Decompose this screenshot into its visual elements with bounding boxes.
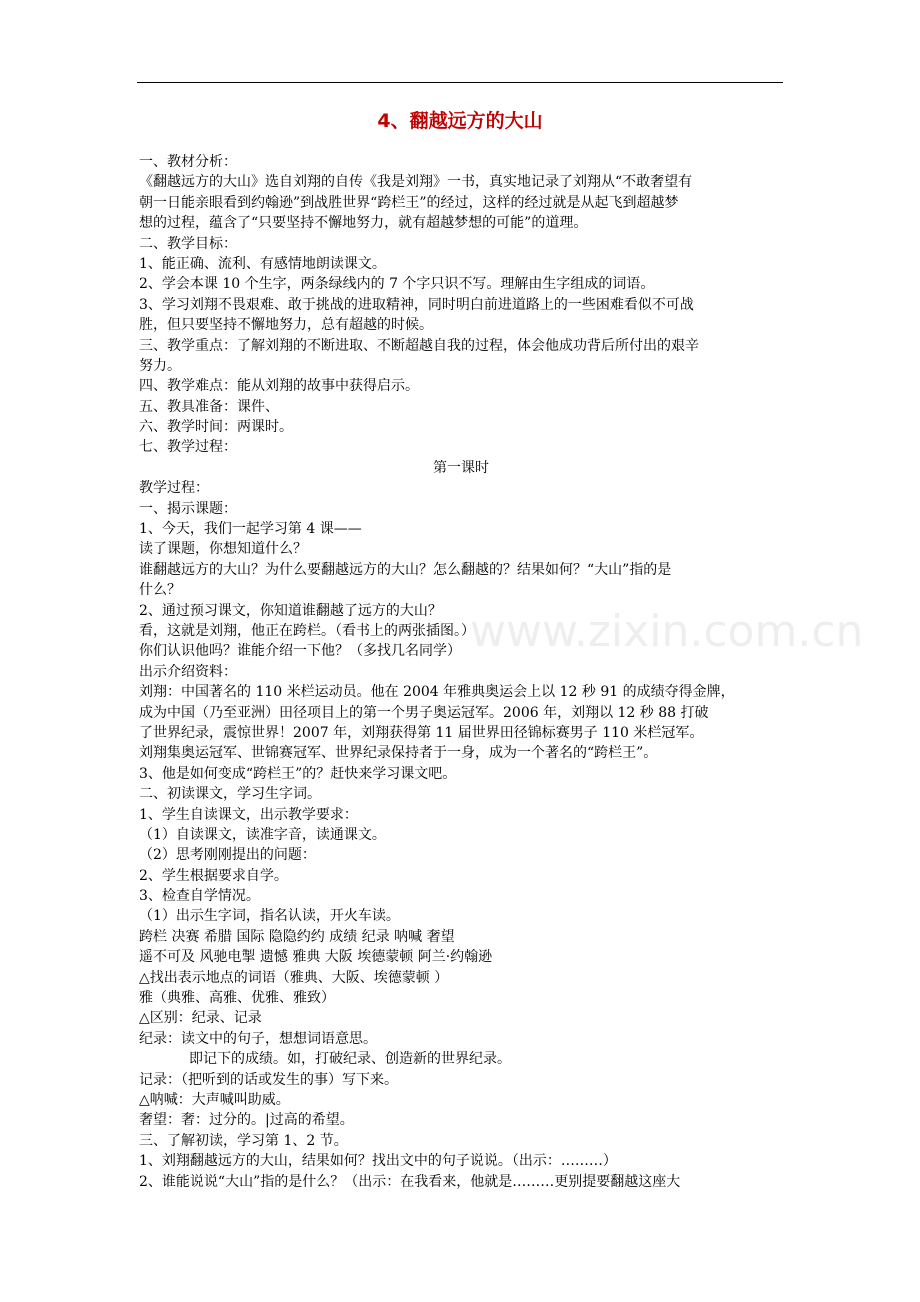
lesson-subtitle: 第一课时 — [433, 459, 489, 476]
text-line: 想的过程，蕴含了“只要坚持不懈地努力，就有超越梦想的可能”的道理。 — [139, 215, 588, 232]
text-line: 2、学生根据要求自学。 — [139, 867, 288, 884]
document-body — [139, 152, 783, 1192]
text-line: （2）思考刚刚提出的问题： — [139, 847, 316, 864]
text-line: 3、他是如何变成“跨栏王”的？赶快来学习课文吧。 — [139, 765, 457, 782]
text-line: （1）自读课文，读准字音，读通课文。 — [139, 826, 386, 843]
vocabulary-line: 遥不可及 风驰电掣 遗憾 雅典 大阪 埃德蒙顿 阿兰·约翰逊 — [139, 949, 493, 966]
text-line: 什么？ — [139, 582, 181, 599]
section-heading: 一、教材分析： — [139, 154, 237, 170]
text-line: 即记下的成绩。如，打破纪录、创造新的世界纪录。 — [189, 1051, 511, 1068]
text-line: 2、谁能说说“大山”指的是什么？（出示：在我看来，他就是………更别提要翻越这座大 — [139, 1173, 681, 1190]
section-heading: 二、初读课文，学习生字词。 — [139, 786, 321, 803]
header-rule — [137, 82, 783, 83]
section-heading: 五、教具准备：课件、 — [139, 398, 279, 415]
text-line: △区别：纪录、记录 — [139, 1010, 262, 1027]
text-line: 2、通过预习课文，你知道谁翻越了远方的大山？ — [139, 602, 442, 619]
text-line: 记录：（把听到的话或发生的事）写下来。 — [139, 1071, 398, 1088]
text-line: △找出表示地点的词语（雅典、大阪、埃德蒙顿 ） — [139, 969, 449, 986]
text-line: 1、能正确、流利、有感情地朗读课文。 — [139, 255, 386, 272]
section-heading: 六、教学时间：两课时。 — [139, 419, 293, 436]
document-title: 4、翻越远方的大山 — [377, 110, 543, 132]
text-line: （1）出示生字词，指名认读，开火车读。 — [139, 908, 400, 925]
watermark: www.zixin.com.cn — [470, 606, 864, 657]
text-line: 朝一日能亲眼看到约翰逊”到战胜世界“跨栏王”的经过，这样的经过就是从起飞到超越梦 — [139, 194, 679, 211]
section-heading: 一、揭示课题： — [139, 500, 237, 517]
text-line: 出示介绍资料： — [139, 663, 237, 680]
text-line: 努力。 — [139, 357, 181, 374]
text-line: 纪录：读文中的句子，想想词语意思。 — [139, 1030, 377, 1047]
text-line: 1、学生自读课文，出示教学要求： — [139, 806, 358, 823]
text-line: 3、学习刘翔不畏艰难、敢于挑战的进取精神，同时明白前进道路上的一些困难看似不可战 — [139, 296, 694, 313]
text-line: 看，这就是刘翔，他正在跨栏。（看书上的两张插图。） — [139, 622, 475, 639]
vocabulary-line: 跨栏 决赛 希腊 国际 隐隐约约 成绩 纪录 呐喊 奢望 — [139, 928, 455, 945]
text-line: 2、学会本课 10 个生字，两条绿线内的 7 个字只识不写。理解由生字组成的词语。 — [139, 276, 655, 293]
text-line: 成为中国（乃至亚洲）田径项目上的第一个男子奥运冠军。2006 年，刘翔以 12 秒 88 打破 — [139, 704, 709, 721]
text-line: 胜，但只要坚持不懈地努力，总有超越的时候。 — [139, 317, 433, 334]
text-line: 雅（典雅、高雅、优雅、雅致） — [139, 990, 335, 1007]
section-heading: 七、教学过程： — [139, 439, 237, 456]
text-line: 《翻越远方的大山》选自刘翔的自传《我是刘翔》一书，真实地记录了刘翔从“不敢奢望有 — [139, 174, 693, 191]
text-line: 1、今天，我们一起学习第 4 课—— — [139, 521, 362, 538]
text-line: 教学过程： — [139, 480, 209, 497]
text-line: 3、检查自学情况。 — [139, 888, 260, 905]
text-line: 刘翔集奥运冠军、世锦赛冠军、世界纪录保持者于一身，成为一个著名的“跨栏王”。 — [139, 745, 658, 762]
text-line: 刘翔：中国著名的 110 米栏运动员。他在 2004 年雅典奥运会上以 12 秒 91 的成绩夺得金牌， — [139, 684, 735, 701]
text-line: 你们认识他吗？谁能介绍一下他？（多找几名同学） — [139, 643, 461, 660]
section-heading: 三、教学重点：了解刘翔的不断进取、不断超越自我的过程，体会他成功背后所付出的艰辛 — [139, 337, 699, 354]
section-heading: 三、了解初读，学习第 1、2 节。 — [139, 1132, 348, 1149]
text-line: 奢望：奢：过分的。|过高的希望。 — [139, 1112, 354, 1129]
text-line: △呐喊：大声喊叫助威。 — [139, 1091, 290, 1108]
text-line: 读了课题，你想知道什么？ — [139, 541, 307, 558]
text-line: 1、刘翔翻越远方的大山，结果如何？找出文中的句子说说。（出示：………） — [139, 1153, 617, 1170]
text-line: 谁翻越远方的大山？为什么要翻越远方的大山？怎么翻越的？结果如何？“大山”指的是 — [139, 561, 672, 578]
text-line: 了世界纪录，震惊世界！2007 年，刘翔获得第 11 届世界田径锦标赛男子 110 米栏冠军。 — [139, 724, 704, 741]
section-heading: 四、教学难点：能从刘翔的故事中获得启示。 — [139, 378, 419, 395]
section-heading: 二、教学目标： — [139, 235, 237, 252]
